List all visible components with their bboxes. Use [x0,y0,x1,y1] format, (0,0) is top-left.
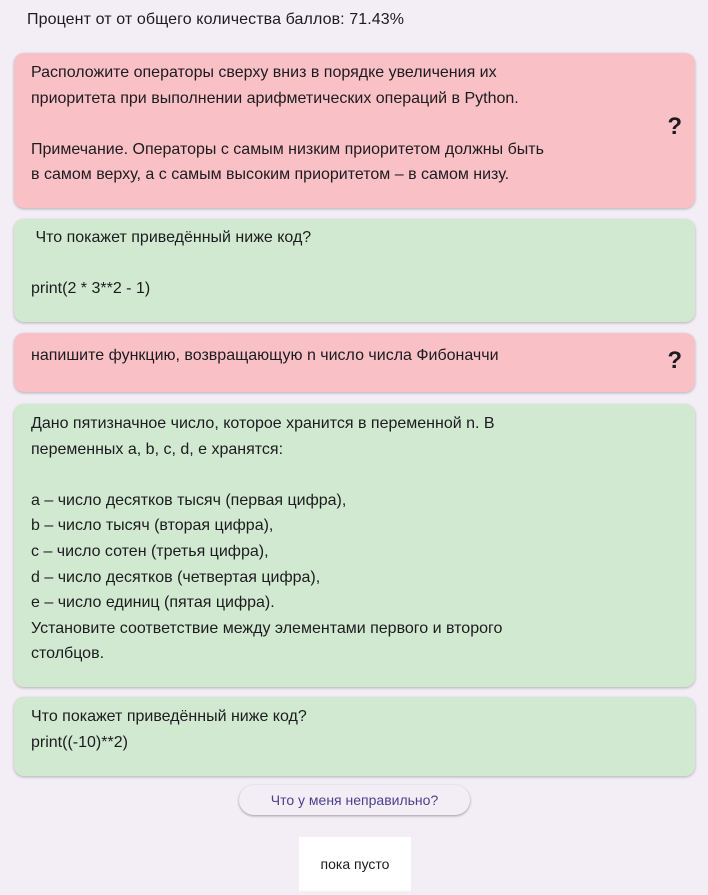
question-text-3: напишите функцию, возвращающую n число числа Фибоначчи [31,347,499,364]
question-mark-icon[interactable]: ? [667,113,682,140]
question-text-2: Что покажет приведённый ниже код? print(2 * 3**2 - 1) [31,229,312,298]
question-card-1[interactable] [14,53,695,208]
empty-placeholder: пока пусто [299,837,411,891]
question-text-4: Дано пятизначное число, которое хранится в переменной n. В переменных a, b, c, d, e хранятся: a – число десятков тысяч (первая цифра), b – число тысяч (вторая цифра), c – число сотен (третья цифра), d – число десятков (четвертая цифра), e – число единиц (пятая цифра). Установите соответствие между элементами первого и второго столбцов. [31,415,503,663]
question-text-5: Что покажет приведённый ниже код? print((-10)**2) [31,708,307,751]
question-card-5[interactable] [14,697,695,776]
whats-wrong-button[interactable]: Что у меня неправильно? [239,785,470,815]
question-card-2[interactable] [14,219,695,322]
question-card-4[interactable] [14,404,695,687]
question-text-1: Расположите операторы сверху вниз в порядке увеличения их приоритета при выполнении арифметических операций в Python. Примечание. Операторы с самым низким приоритетом должны быть в самом верху, а с самым высоким приоритетом – в самом низу. [31,64,544,184]
question-mark-icon[interactable]: ? [667,347,682,374]
question-card-3[interactable] [14,333,695,392]
score-percentage: Процент от от общего количества баллов: 71.43% [27,11,405,28]
